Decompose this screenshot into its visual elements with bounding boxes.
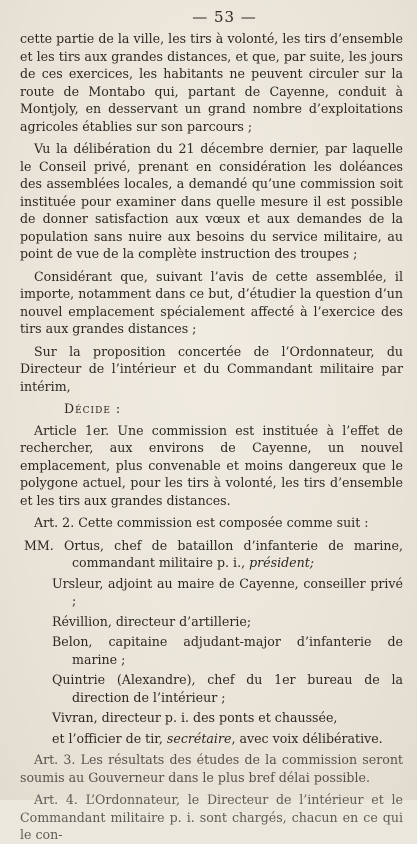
- article-1: Article 1er. Une commission est instituée à l’effet de rechercher, aux environs de Cayenne, un nouvel emplacement, plus convenable et moins dangereux que le polygone actuel, pour les tirs à volonté, les tirs d’ensemble et les tirs aux grandes distances.: [20, 422, 403, 508]
- member-ortus-text: MM. Ortus, chef de bataillon d’infanterie de marine, commandant militaire p. i.,: [24, 537, 403, 570]
- paragraph-proposal: Sur la proposition concertée de l’Ordonnateur, du Directeur de l’intérieur et du Commandant militaire par intérim,: [20, 343, 403, 394]
- member-officier-role: secrétaire: [166, 730, 232, 746]
- article-4: Art. 4. L’Ordonnateur, le Directeur de l’intérieur et le Commandant militaire p. i. sont chargés, chacun en ce qui le con-: [20, 792, 403, 842]
- member-quintrie: Quintrie (Alexandre), chef du 1er bureau de la direction de l’intérieur ;: [52, 672, 403, 705]
- member-belon: Belon, capitaine adjudant-major d’infanterie de marine ;: [52, 634, 403, 667]
- article-2: Art. 2. Cette commission est composée comme suit :: [34, 515, 369, 530]
- member-officier-end: , avec voix délibérative.: [231, 730, 383, 746]
- paragraph-preamble-continuation: cette partie de la ville, les tirs à volonté, les tirs d’ensemble et les tirs aux grandes distances, et que, par suite, les jours de ces exercices, les habitants ne peuvent circuler sur la route de Montabo qui, partant de Cayenne, conduit à Montjoly, en desservant un grand nombre d’exploitations agricoles établies sur son parcours ;: [20, 31, 403, 134]
- member-officier: [20, 730, 403, 748]
- member-vivran: Vivran, directeur p. i. des ponts et chaussée,: [52, 710, 338, 725]
- page-number: — 53 —: [192, 8, 257, 26]
- paragraph-considering: Considérant que, suivant l’avis de cette assemblée, il importe, notamment dans ce but, d’étudier la question d’un nouvel emplacement spécialement affecté à l’exercice des tirs aux grandes distances ;: [20, 268, 403, 336]
- member-ursleur: Ursleur, adjoint au maire de Cayenne, conseiller privé ;: [52, 575, 403, 608]
- member-ortus: [20, 537, 403, 572]
- member-revillion: Révillion, directeur d’artillerie;: [52, 613, 252, 629]
- member-officier-text: et l’officier de tir,: [52, 730, 167, 746]
- commission-members-list: [20, 537, 403, 748]
- member-ortus-role: président;: [249, 555, 315, 570]
- paragraph-deliberation: Vu la délibération du 21 décembre dernier, par laquelle le Conseil privé, prenant en considération les doléances des assemblées locales, a demandé qu’une commission soit instituée pour examiner dans quelle mesure il est possible de donner satisfaction aux vœux et aux demandes de la population sans nuire aux besoins du service militaire, au point de vue de la complète instruction des troupes ;: [20, 141, 403, 261]
- article-3: Art. 3. Les résultats des études de la commission seront soumis au Gouverneur dans le plus bref délai possible.: [20, 752, 403, 785]
- body-text: [20, 30, 403, 844]
- decide-heading: Décide :: [64, 401, 122, 416]
